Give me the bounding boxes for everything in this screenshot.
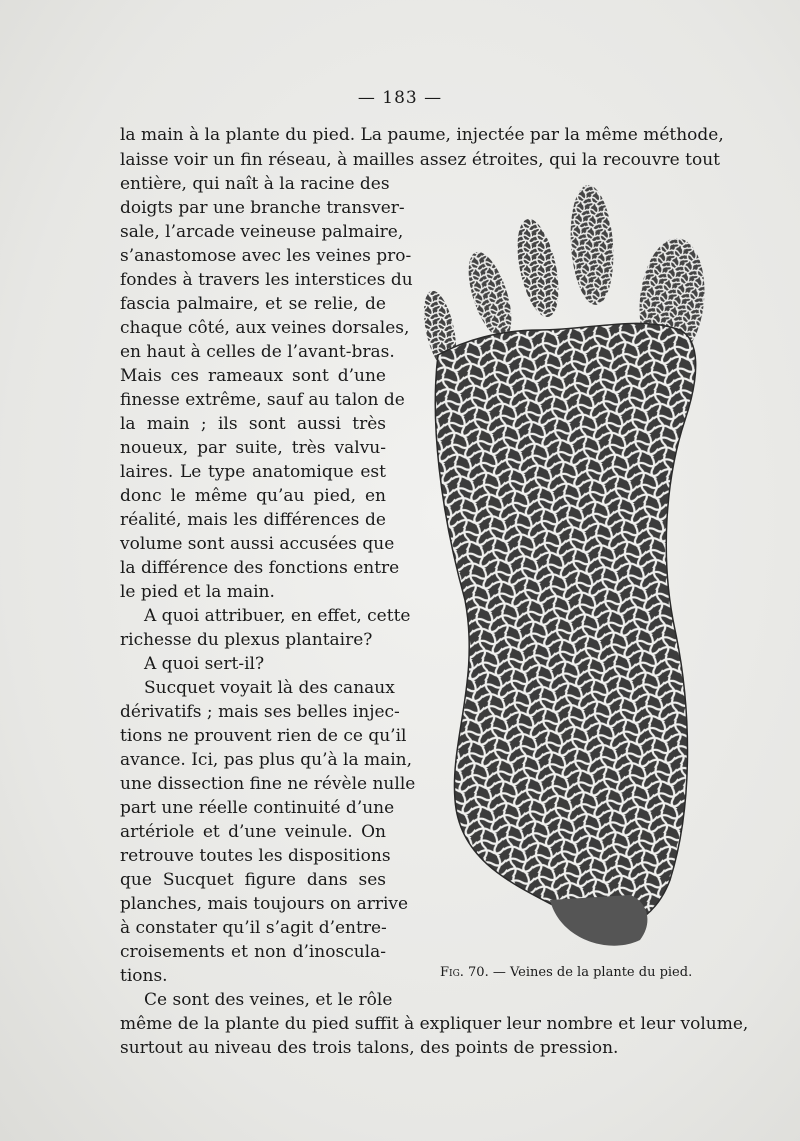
text-line: fondes à travers les interstices du — [120, 270, 413, 290]
text-line: chaque côté, aux veines dorsales, — [120, 318, 410, 338]
text-line: A quoi sert-il? — [144, 654, 265, 674]
text-line: Ce sont des veines, et le rôle — [144, 990, 393, 1010]
text-line: croisements et non d’inoscula- — [120, 942, 386, 962]
text-line: réalité, mais les différences de — [120, 510, 386, 530]
text-line: doigts par une branche transver- — [120, 198, 405, 218]
text-line: Sucquet voyait là des canaux — [144, 678, 395, 698]
text-line: volume sont aussi accusées que — [120, 534, 395, 554]
text-line: la différence des fonctions entre — [120, 558, 400, 578]
text-line: le pied et la main. — [120, 582, 275, 602]
text-line: planches, mais toujours on arrive — [120, 894, 409, 914]
text-line: tions. — [120, 966, 168, 986]
text-line: retrouve toutes les dispositions — [120, 846, 391, 866]
text-line: la main ; ils sont aussi très — [120, 414, 386, 434]
figure-label: Fig. 70. — [440, 965, 489, 980]
figure-caption-text: — Veines de la plante du pied. — [492, 965, 693, 980]
text-line: à constater qu’il s’agit d’entre- — [120, 918, 387, 938]
text-line: en haut à celles de l’avant-bras. — [120, 342, 395, 362]
text-line: même de la plante du pied suffit à expliquer leur nombre et leur volume, — [120, 1014, 749, 1034]
text-line: une dissection fine ne révèle nulle — [120, 774, 416, 794]
text-line: donc le même qu’au pied, en — [120, 486, 386, 506]
text-line: noueux, par suite, très valvu- — [120, 438, 386, 458]
text-line: artériole et d’une veinule. On — [120, 822, 386, 842]
toe-3 — [510, 215, 566, 320]
text-line: avance. Ici, pas plus qu’à la main, — [120, 750, 413, 770]
text-line: Mais ces rameaux sont d’une — [120, 366, 386, 386]
foot-vein-illustration — [410, 180, 720, 960]
text-line: laisse voir un fin réseau, à mailles assez étroites, qui la recouvre tout — [120, 150, 720, 170]
text-line: dérivatifs ; mais ses belles injec- — [120, 702, 400, 722]
toe-4 — [460, 247, 520, 343]
text-line: entière, qui naît à la racine des — [120, 174, 390, 194]
text-line: tions ne prouvent rien de ce qu’il — [120, 726, 407, 746]
figure-caption — [440, 965, 692, 980]
text-line: A quoi attribuer, en effet, cette — [144, 606, 411, 626]
text-line: richesse du plexus plantaire? — [120, 630, 373, 650]
toe-2 — [567, 184, 617, 307]
text-line: sale, l’arcade veineuse palmaire, — [120, 222, 404, 242]
heel-stub — [550, 895, 647, 946]
page-number: — 183 — — [357, 88, 443, 108]
text-line: s’anastomose avec les veines pro- — [120, 246, 412, 266]
text-line: part une réelle continuité d’une — [120, 798, 395, 818]
text-line: finesse extrême, sauf au talon de — [120, 390, 405, 410]
text-line: la main à la plante du pied. La paume, injectée par la même méthode, — [120, 125, 724, 145]
text-line: laires. Le type anatomique est — [120, 462, 386, 482]
text-line: fascia palmaire, et se relie, de — [120, 294, 386, 314]
text-line: surtout au niveau des trois talons, des points de pression. — [120, 1038, 619, 1058]
sole — [435, 323, 695, 928]
text-line: que Sucquet figure dans ses — [120, 870, 386, 890]
